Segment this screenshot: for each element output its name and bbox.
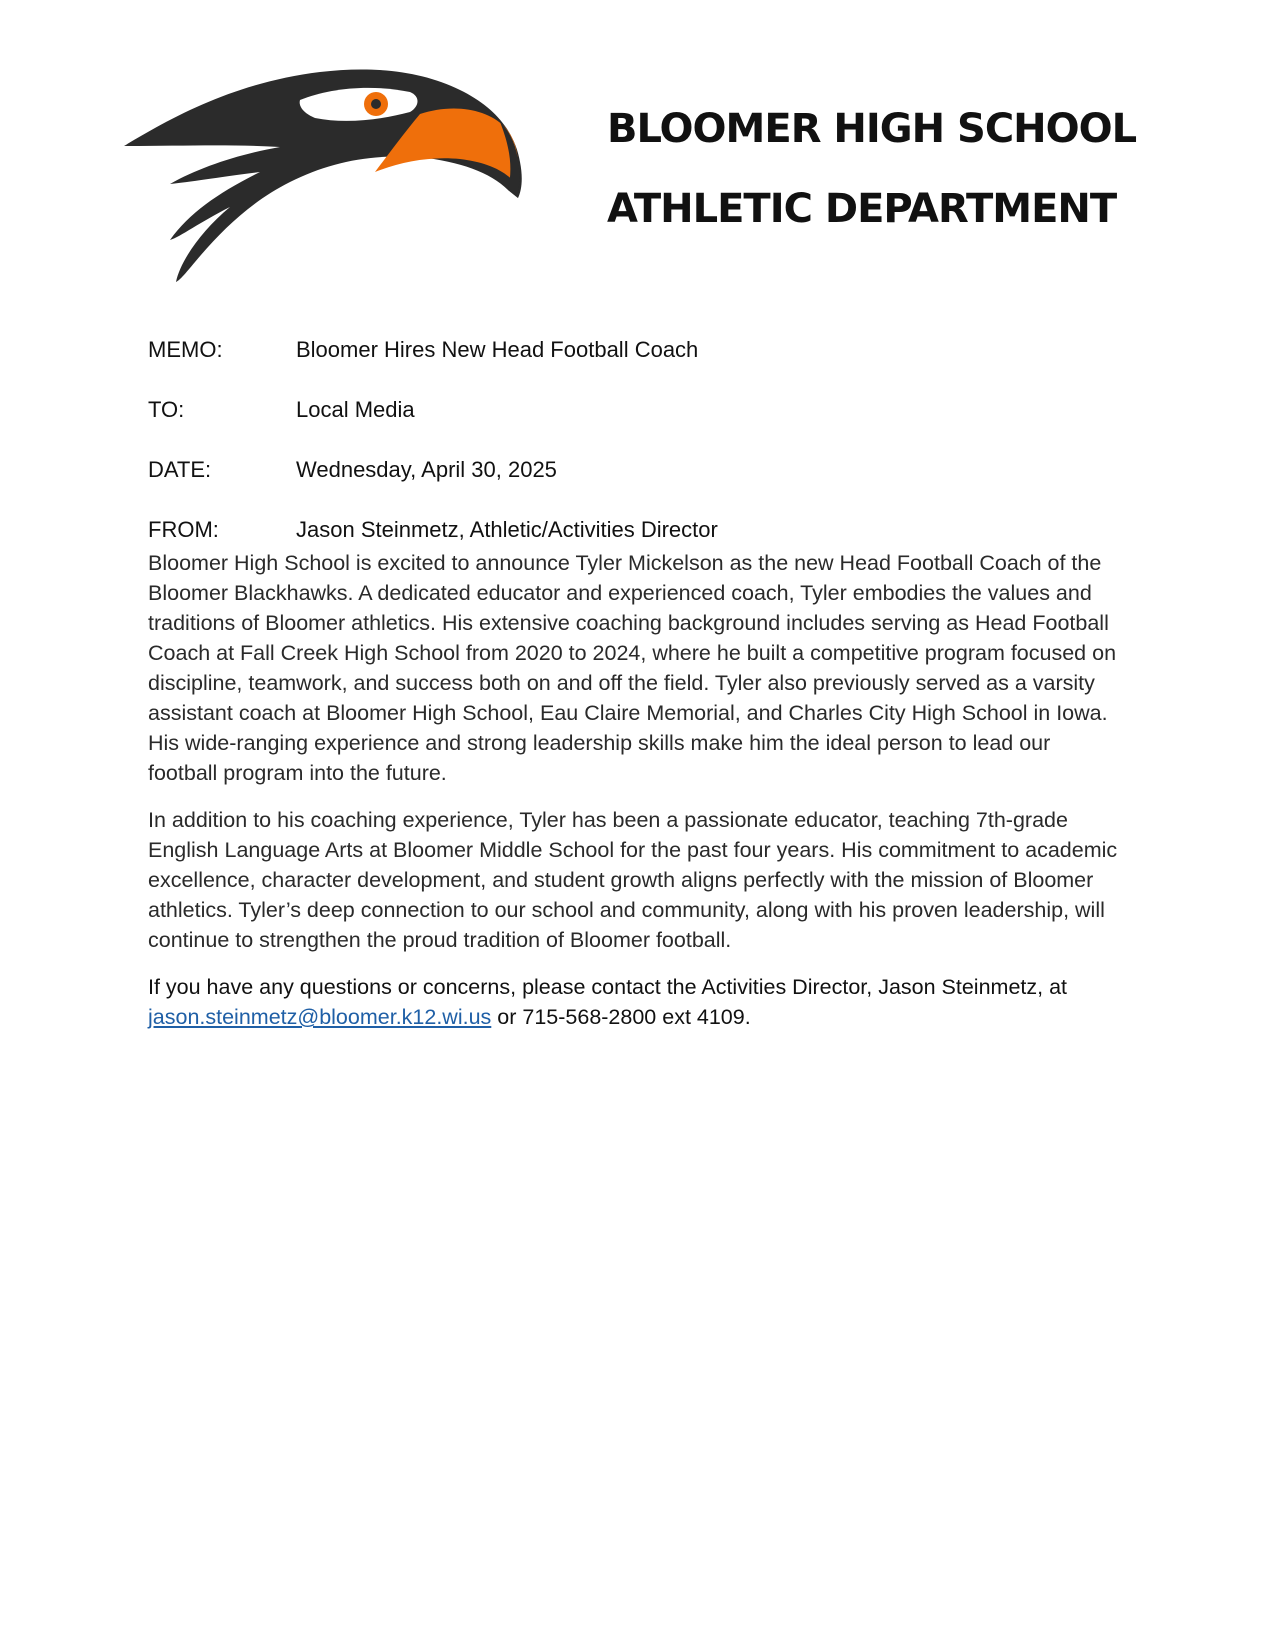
date-value: Wednesday, April 30, 2025 [296,457,557,482]
school-name-heading: BLOOMER HIGH SCHOOL [607,106,1137,152]
logo-pupil [371,99,381,109]
date-label: DATE: [148,457,212,482]
memo-subject-row [148,337,698,363]
memo-label: MEMO: [148,337,223,362]
from-value: Jason Steinmetz, Athletic/Activities Director [296,517,718,542]
memo-from-row [148,517,718,543]
contact-paragraph [148,972,1123,1032]
to-value: Local Media [296,397,415,422]
announcement-paragraph: Bloomer High School is excited to announce Tyler Mickelson as the new Head Football Coach of the Bloomer Blackhawks. A dedicated educator and experienced coach, Tyler embodies the values and traditions of Bloomer athletics. His extensive coaching background includes serving as Head Football Coach at Fall Creek High School from 2020 to 2024, where he built a competitive program focused on discipline, teamwork, and success both on and off the field. Tyler also previously served as a varsity assistant coach at Bloomer High School, Eau Claire Memorial, and Charles City High School in Iowa. His wide-ranging experience and strong leadership skills make him the ideal person to lead our football program into the future. [148,551,1117,785]
blackhawk-head-logo [120,62,550,287]
to-label: TO: [148,397,185,422]
department-name-heading: ATHLETIC DEPARTMENT [607,186,1117,232]
email-link[interactable]: jason.steinmetz@bloomer.k12.wi.us [148,1005,492,1029]
memo-value: Bloomer Hires New Head Football Coach [296,337,699,362]
memo-body [148,548,1123,1049]
contact-text: If you have any questions or concerns, please contact the Activities Director, Jason Steinmetz, at [148,975,1068,999]
memo-to-row [148,397,415,423]
from-label: FROM: [148,517,219,542]
educator-paragraph: In addition to his coaching experience, Tyler has been a passionate educator, teaching 7th-grade English Language Arts at Bloomer Middle School for the past four years. His commitment to academic excellence, character development, and student growth aligns perfectly with the mission of Bloomer athletics. Tyler’s deep connection to our school and community, along with his proven leadership, will continue to strengthen the proud tradition of Bloomer football. [148,808,1118,952]
contact-phone: or 715-568-2800 ext 4109. [497,1005,751,1029]
memo-date-row [148,457,557,483]
